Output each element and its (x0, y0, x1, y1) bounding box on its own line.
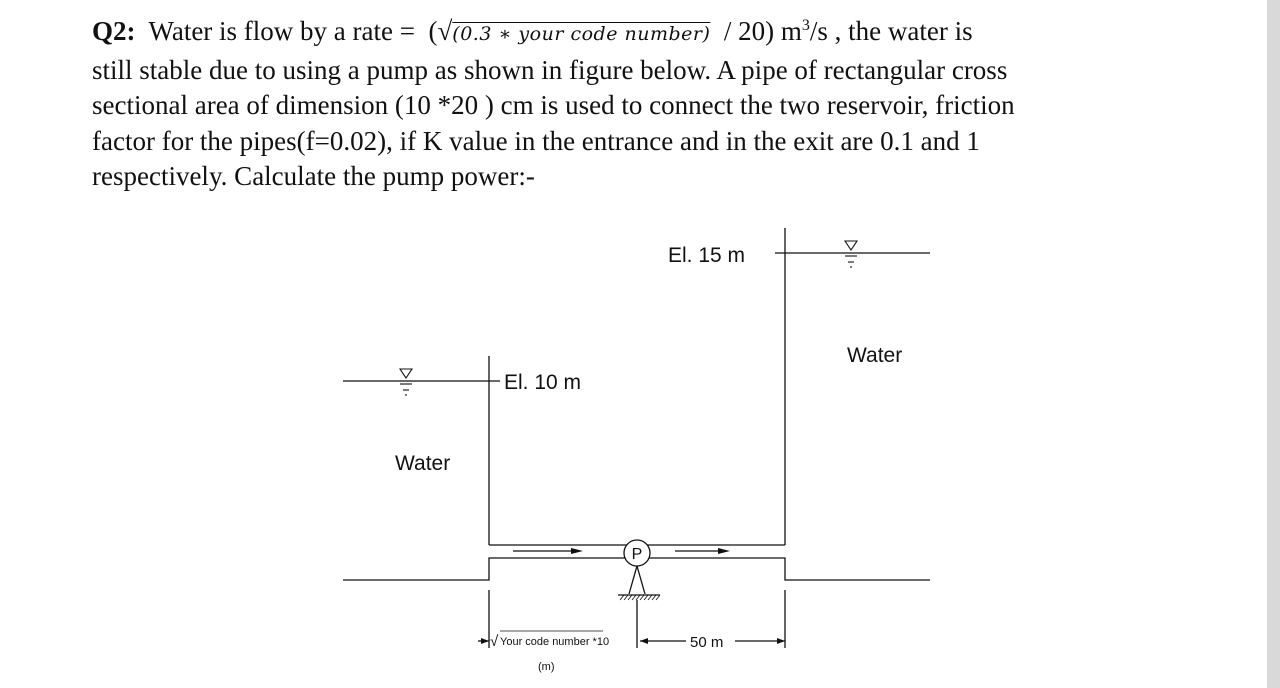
lower-water-label: Water (395, 452, 451, 475)
question-line-5: respectively. Calculate the pump power:- (92, 161, 535, 191)
question-line-3: sectional area of dimension (10 *20 ) cm is used to connect the two reservoir, friction (92, 90, 1015, 120)
formula-open: (√ (428, 16, 453, 46)
upper-water-label: Water (847, 344, 903, 367)
question-line-2: still stable due to using a pump as shown in figure below. A pipe of rectangular cross (92, 54, 1008, 85)
question-label: Q2: (92, 16, 136, 46)
formula-divisor: / 20) m (723, 16, 802, 46)
pump-support-left (629, 566, 637, 594)
dimension-arrow-right (777, 638, 785, 644)
flow-rate-units-rest: /s , the water is (809, 16, 973, 46)
flow-rate-formula: (0.3 ∗ your code number) (452, 23, 711, 45)
lower-elevation-label: El. 10 m (504, 371, 582, 394)
question-line-4: factor for the pipes(f=0.02), if K value in the entrance and in the exit are 0.1 and 1 (92, 125, 980, 156)
upper-elevation-label: El. 15 m (668, 244, 746, 267)
length1-root-symbol: √ (490, 633, 499, 650)
length1-unit: (m) (538, 661, 555, 673)
dimension-arrow-left (481, 638, 489, 644)
flow-arrowhead-left (571, 548, 583, 554)
dimension-arrow-mid (640, 638, 648, 644)
pump-support-right (637, 566, 645, 594)
pump-label: P (631, 546, 643, 563)
lower-water-surface-marker (400, 369, 412, 395)
units-superscript: 3 (801, 17, 810, 34)
length1-label: Your code number *10 (500, 636, 610, 648)
flow-arrowhead-right (718, 548, 730, 554)
length2-label: 50 m (690, 634, 724, 651)
flow-rate-text: Water is flow by a rate = (148, 16, 415, 46)
upper-water-surface-marker (845, 241, 857, 267)
page-scroll-edge[interactable] (1267, 0, 1280, 688)
